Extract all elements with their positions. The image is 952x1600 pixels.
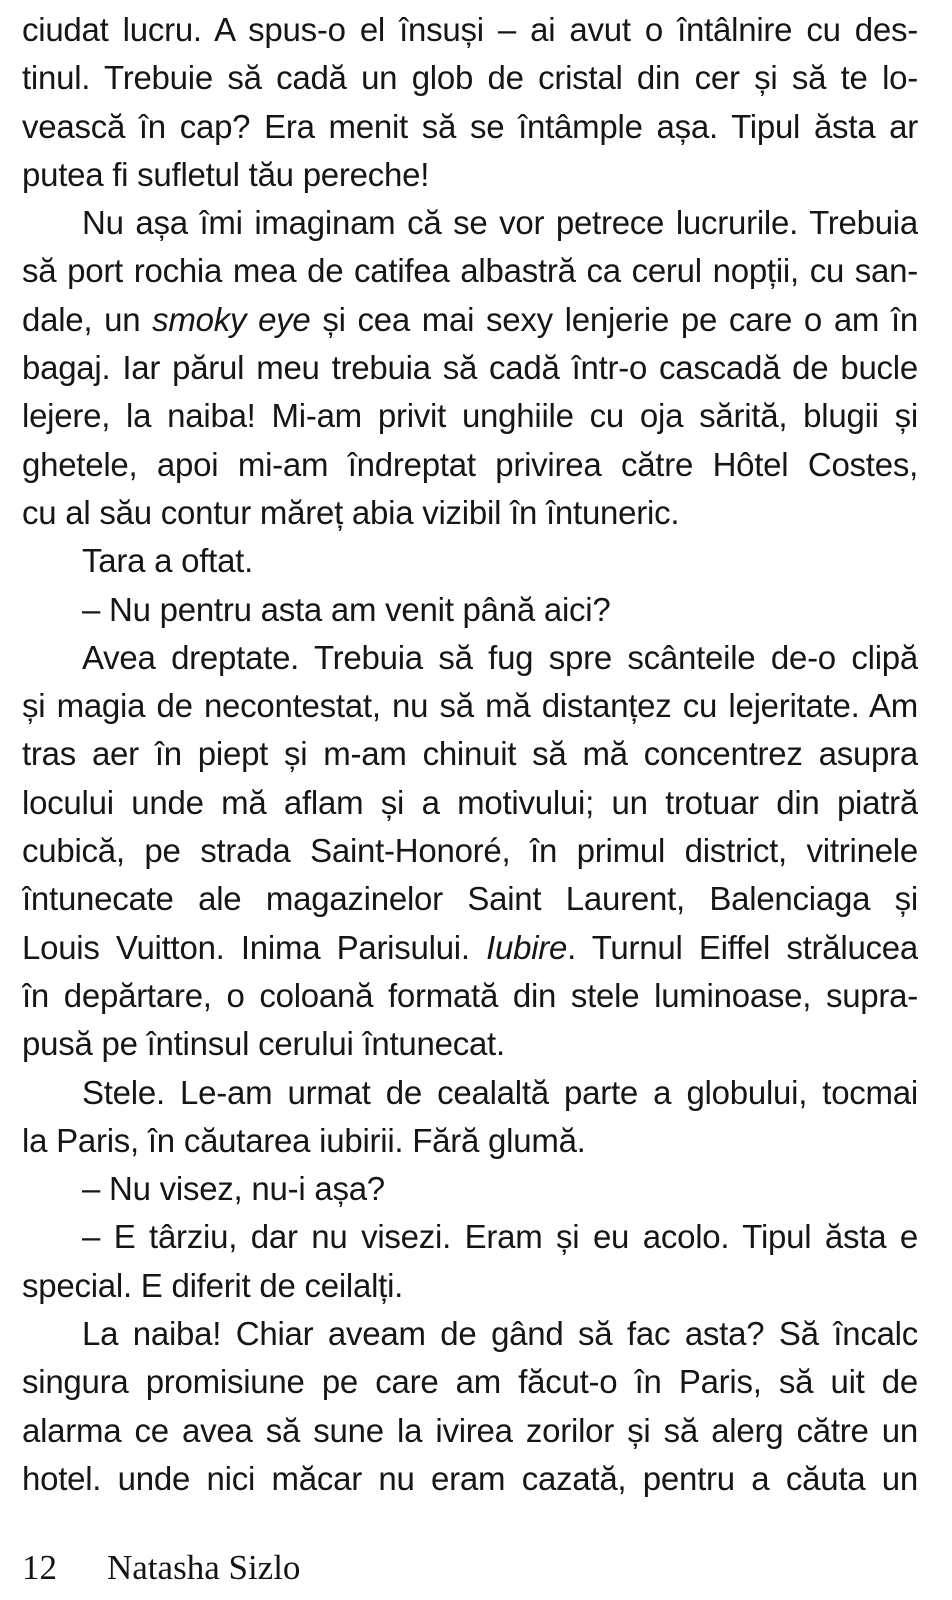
text-line: Tara a oftat. xyxy=(82,542,254,580)
dialogue-line: – Nu visez, nu-i așa? xyxy=(82,1170,385,1208)
text-line: locului unde mă aflam și a motivului; un trotuar din piatră xyxy=(22,783,918,821)
text-line xyxy=(22,924,918,972)
text-line: și magia de necontestat, nu să mă distanțez cu lejeritate. Am xyxy=(22,687,918,725)
text-line: Nu așa îmi imaginam că se vor petrece lucrurile. Trebuia xyxy=(82,204,918,242)
text-line: în depărtare, o coloană formată din stele luminoase, supra- xyxy=(22,976,918,1014)
text-segment: Louis Vuitton. Inima Parisului. xyxy=(22,928,487,966)
text-segment-italic: smoky eye xyxy=(152,300,311,338)
text-line: singura promisiune pe care am făcut-o în Paris, să uit de xyxy=(22,1363,918,1401)
text-line xyxy=(22,296,918,344)
body-text xyxy=(22,6,918,1503)
text-line: hotel. unde nici măcar nu eram cazată, pentru a căuta un xyxy=(22,1459,918,1497)
text-line: să port rochia mea de catifea albastră ca cerul nopții, cu san- xyxy=(22,252,918,290)
text-line: lejere, la naiba! Mi-am privit unghiile cu oja sărită, blugii și xyxy=(22,397,918,435)
text-line: ghetele, apoi mi-am îndreptat privirea către Hôtel Costes, xyxy=(22,445,918,483)
text-line: bagaj. Iar părul meu trebuia să cadă într-o cascadă de bucle xyxy=(22,349,918,387)
text-line: special. E diferit de ceilalți. xyxy=(22,1266,404,1304)
text-line: pusă pe întinsul cerului întunecat. xyxy=(22,1025,505,1063)
text-line: Avea dreptate. Trebuia să fug spre scânteile de-o clipă xyxy=(82,638,918,676)
text-line: tras aer în piept și m-am chinuit să mă concentrez asupra xyxy=(22,735,918,773)
text-line: vească în cap? Era menit să se întâmple așa. Tipul ăsta ar xyxy=(22,107,918,145)
text-segment: dale, un xyxy=(22,300,153,338)
author-name: Natasha Sizlo xyxy=(107,1548,301,1587)
page-number: 12 xyxy=(22,1548,57,1587)
text-line: la Paris, în căutarea iubirii. Fără glumă. xyxy=(22,1121,586,1159)
text-segment: și cea mai sexy lenjerie pe care o am în xyxy=(310,300,918,338)
text-segment-italic: Iubire xyxy=(486,928,568,966)
text-line: cu al său contur măreț abia vizibil în întuneric. xyxy=(22,493,680,531)
dialogue-line: – Nu pentru asta am venit până aici? xyxy=(82,590,611,628)
text-line: întunecate ale magazinelor Saint Laurent, Balenciaga și xyxy=(22,880,918,918)
text-line: ciudat lucru. A spus-o el însuși – ai avut o întâlnire cu des- xyxy=(22,11,918,48)
text-line: cubică, pe strada Saint-Honoré, în primul district, vitrinele xyxy=(22,832,918,870)
text-line: putea fi sufletul tău pereche! xyxy=(22,155,430,193)
dialogue-line: – E târziu, dar nu visezi. Eram și eu acolo. Tipul ăsta e xyxy=(82,1218,918,1256)
text-line: alarma ce avea să sune la ivirea zorilor și să alerg către un xyxy=(22,1411,918,1449)
text-line: tinul. Trebuie să cadă un glob de cristal din cer și să te lo- xyxy=(22,59,918,97)
text-line: Stele. Le-am urmat de cealaltă parte a globului, tocmai xyxy=(82,1073,918,1111)
text-segment: . Turnul Eiffel strălucea xyxy=(567,928,918,966)
text-line: La naiba! Chiar aveam de gând să fac asta? Să încalc xyxy=(82,1315,918,1353)
